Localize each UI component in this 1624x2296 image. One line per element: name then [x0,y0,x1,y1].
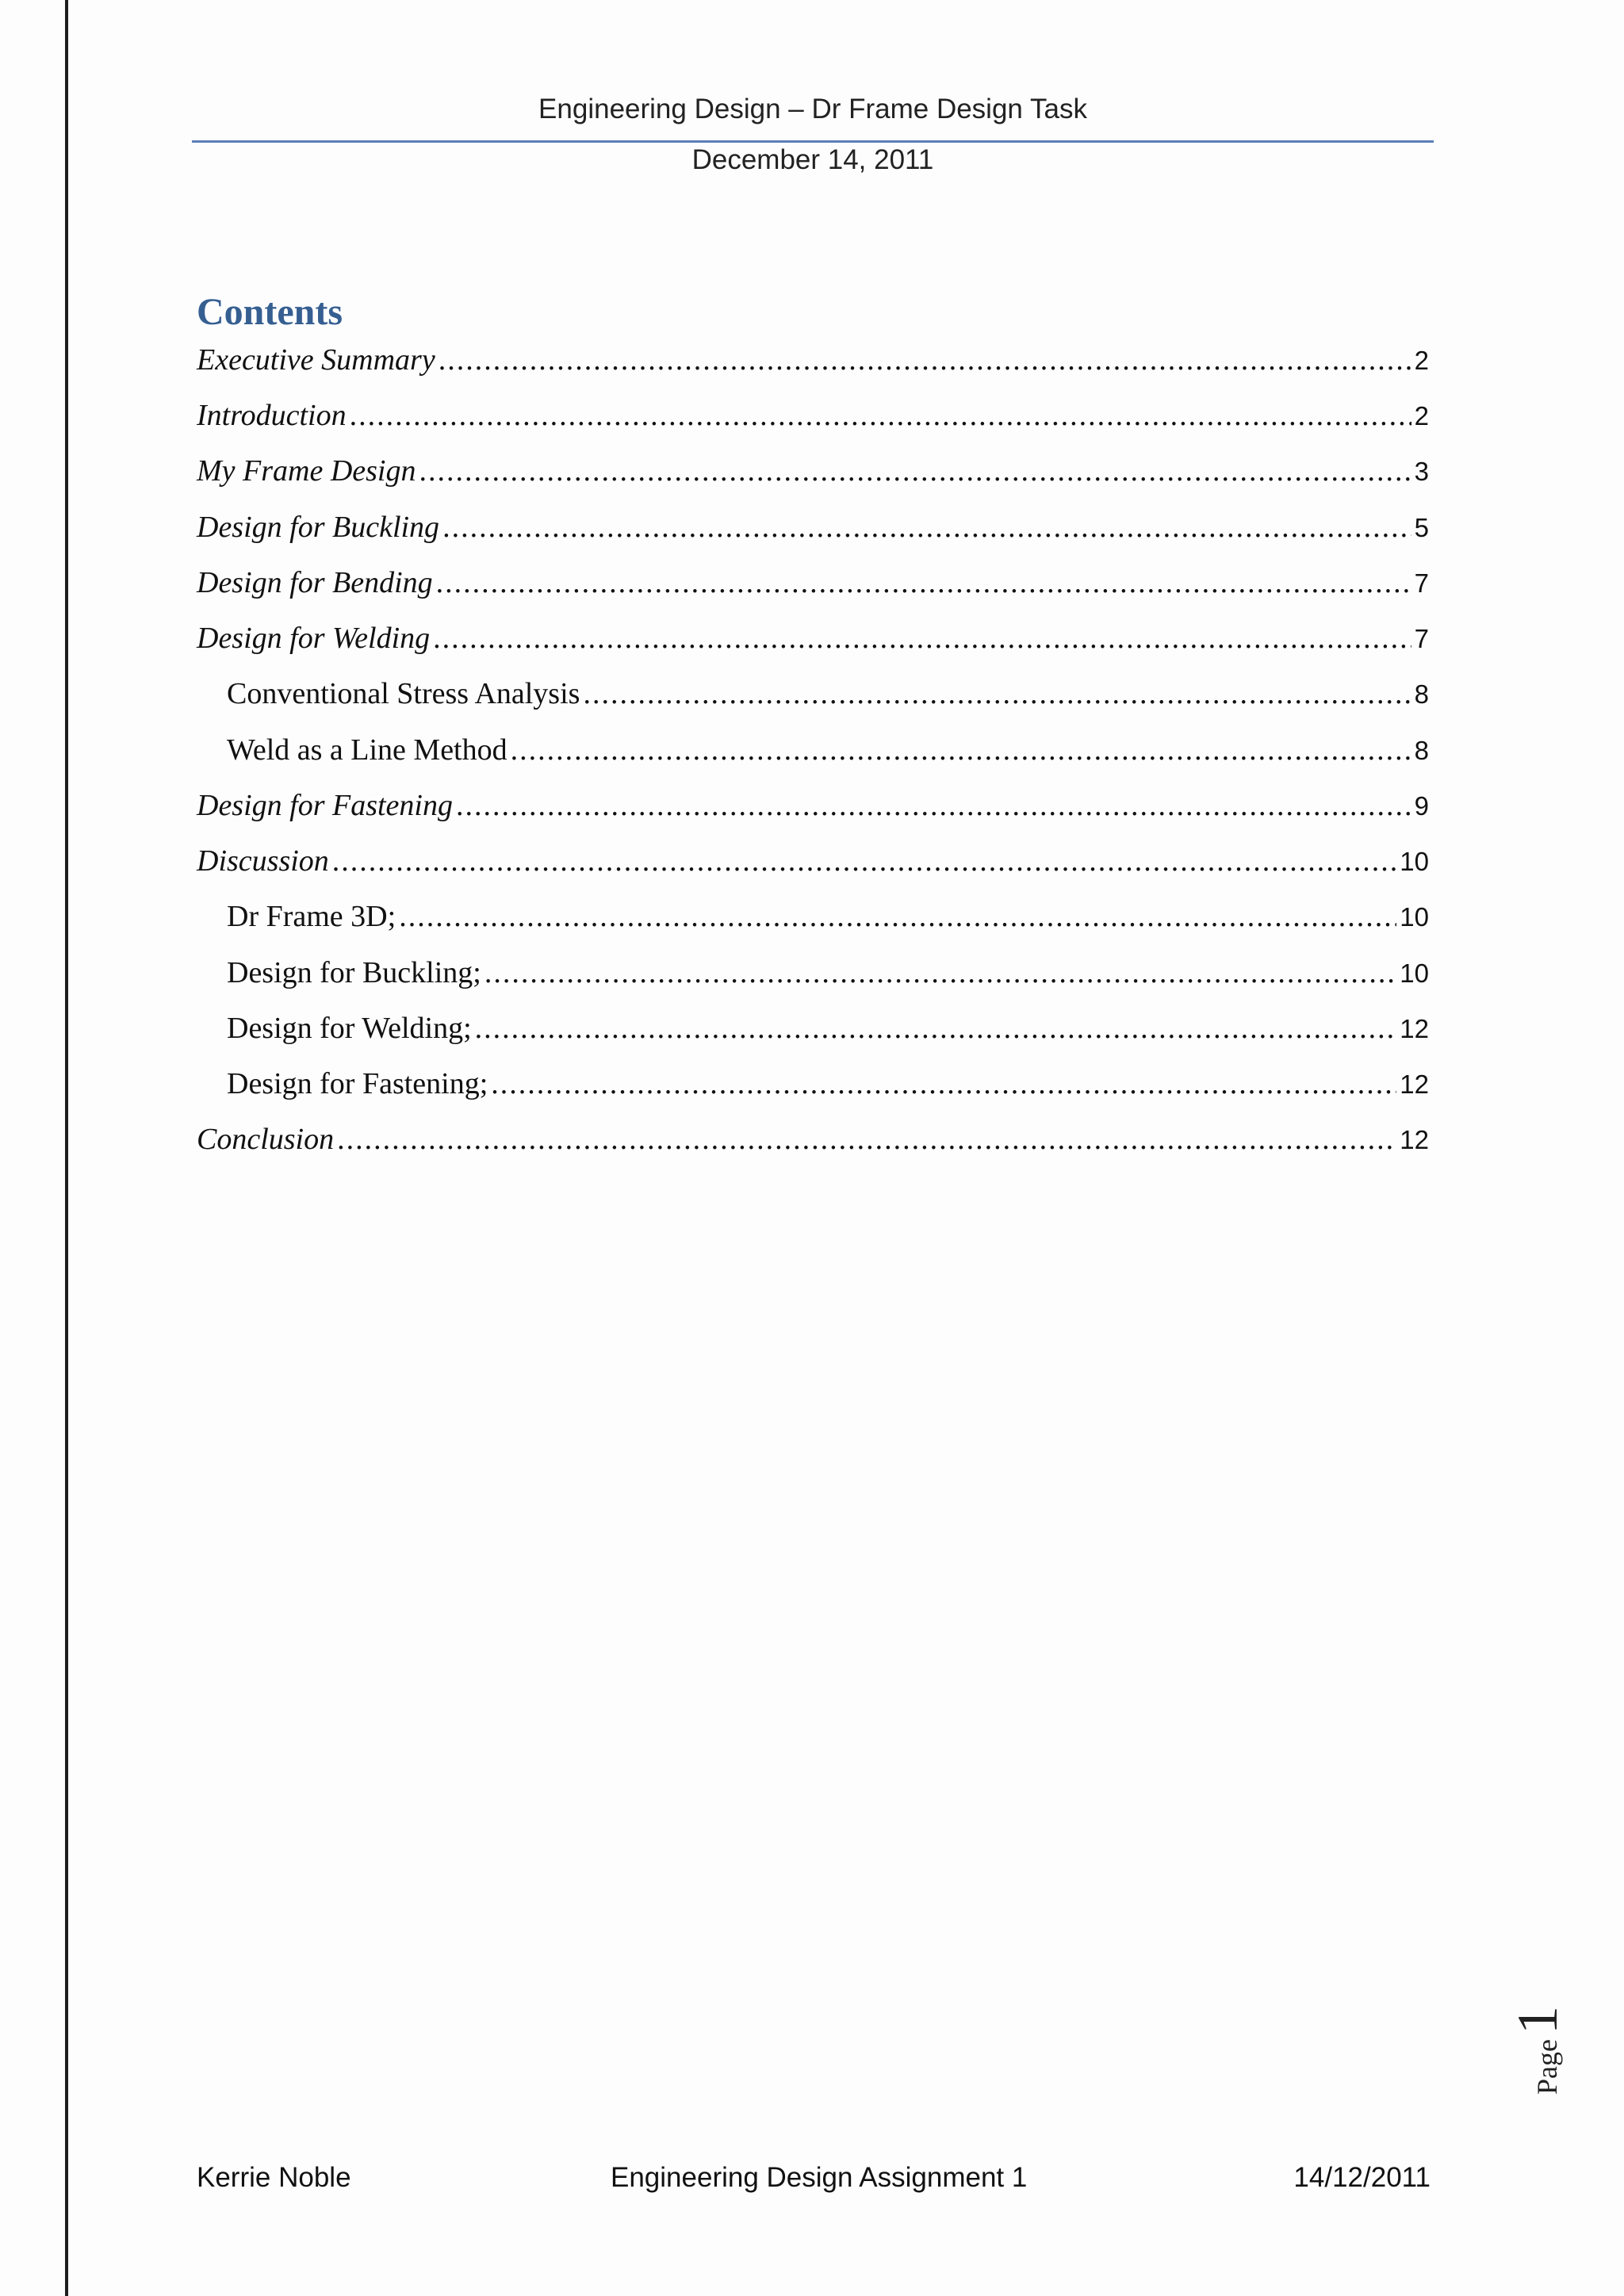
toc-entry-label: Conclusion [197,1123,335,1156]
toc-entry-label: Introduction [197,399,347,432]
toc-subentry[interactable] [227,1009,1429,1048]
page-number-marker [1505,1999,1576,2095]
toc-leader-dots [399,897,1396,936]
toc-entry[interactable] [197,842,1429,881]
toc-entry-page: 12 [1400,1125,1429,1154]
toc-heading: Contents [197,291,343,333]
toc-entry-page: 7 [1414,624,1429,653]
toc-entry-page: 2 [1414,401,1429,430]
footer-date: 14/12/2011 [1293,2162,1431,2193]
toc-entry-label: Conventional Stress Analysis [227,677,580,710]
page-number-value: 1 [1506,2006,1569,2035]
toc-entry-label: Design for Bending [197,566,433,599]
toc-subentry[interactable] [227,675,1429,714]
toc-leader-dots [419,452,1411,490]
toc-leader-dots [583,675,1411,713]
toc-entry-label: My Frame Design [197,454,416,488]
toc-entry-label: Design for Fastening [197,789,453,822]
header-title: Engineering Design – Dr Frame Design Task [538,94,1087,124]
toc-entry-page: 12 [1400,1070,1429,1099]
toc-entry-page: 3 [1414,457,1429,486]
toc-entry-label: Design for Welding [197,622,431,655]
toc-entry-label: Dr Frame 3D; [227,900,396,933]
toc-entry-label: Discussion [197,844,329,878]
toc-leader-dots [439,341,1411,379]
toc-entry[interactable] [197,619,1429,658]
toc-entry[interactable] [197,341,1429,380]
footer-document-title: Engineering Design Assignment 1 [611,2162,1028,2193]
toc-entry[interactable] [197,508,1429,547]
toc-leader-dots [433,619,1411,657]
footer-author: Kerrie Noble [197,2162,351,2193]
toc-leader-dots [436,564,1411,602]
toc-subentry[interactable] [227,954,1429,993]
toc-entry-page: 8 [1414,679,1429,709]
toc-entry-label: Weld as a Line Method [227,733,508,767]
toc-leader-dots [332,842,1396,880]
toc-entry-label: Design for Buckling; [227,956,481,989]
toc-entry-page: 9 [1414,791,1429,821]
toc-entry-label: Design for Fastening; [227,1067,488,1100]
toc-entry-page: 10 [1400,959,1429,988]
toc-entry-page: 2 [1414,346,1429,375]
toc-entry[interactable] [197,452,1429,491]
toc-entry[interactable] [197,1120,1429,1159]
toc-entry-label: Design for Buckling [197,511,440,544]
toc-entry-page: 8 [1414,736,1429,765]
toc-leader-dots [442,508,1411,546]
toc-leader-dots [511,731,1411,769]
toc-leader-dots [475,1009,1397,1047]
toc-entry-label: Executive Summary [197,343,435,377]
toc-leader-dots [485,954,1396,992]
toc-entry[interactable] [197,786,1429,825]
toc-entry[interactable] [197,396,1429,435]
toc-entry-label: Design for Welding; [227,1012,472,1045]
toc-leader-dots [337,1120,1396,1158]
toc-subentry[interactable] [227,731,1429,770]
toc-entry-page: 5 [1414,513,1429,542]
toc-entry-page: 10 [1400,847,1429,876]
toc-subentry[interactable] [227,1065,1429,1104]
header-date: December 14, 2011 [691,144,934,175]
toc-leader-dots [350,396,1411,434]
toc-leader-dots [456,786,1411,825]
toc-leader-dots [491,1065,1396,1103]
toc-entry-page: 12 [1400,1014,1429,1043]
toc-entry-page: 7 [1414,568,1429,598]
toc-entry[interactable] [197,564,1429,603]
page-number-label: Page [1531,2039,1563,2095]
toc-entry-page: 10 [1400,902,1429,932]
toc-subentry[interactable] [227,897,1429,936]
